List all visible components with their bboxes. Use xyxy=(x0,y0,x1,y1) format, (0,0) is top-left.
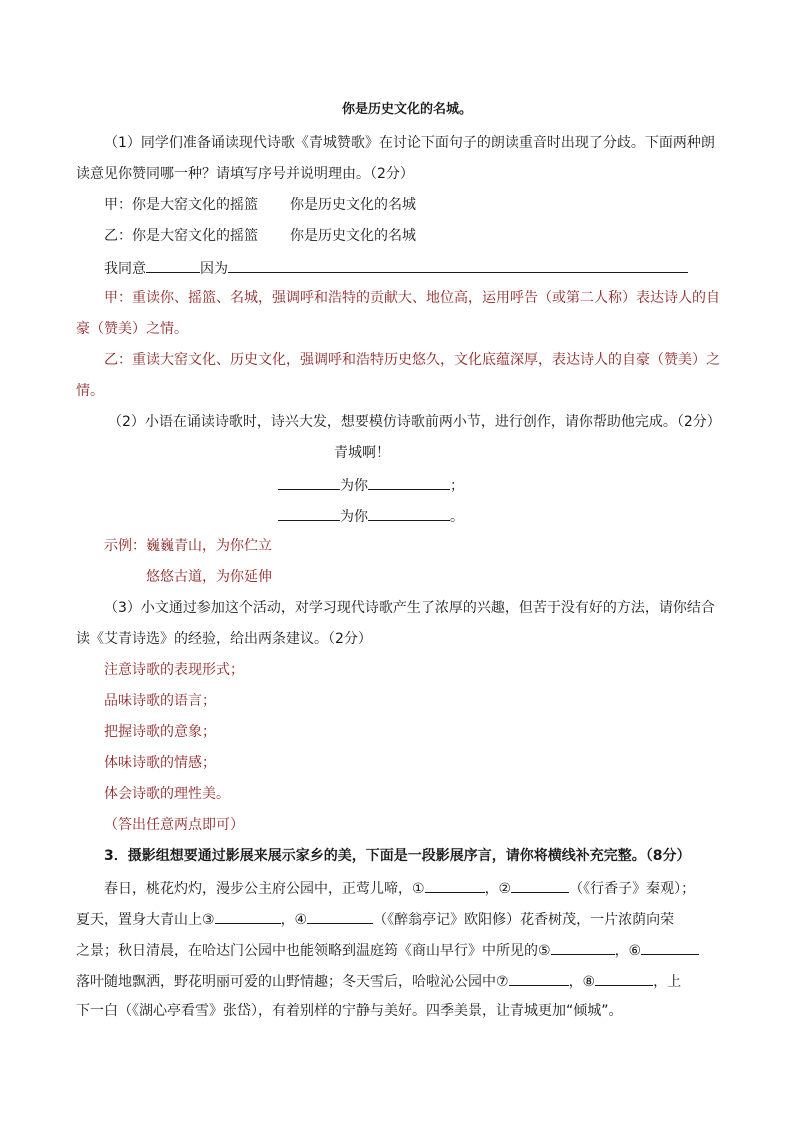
q4-blank-8[interactable] xyxy=(595,970,653,986)
q2-period: 。 xyxy=(450,509,464,525)
q1-answer-yi-line2: 情。 xyxy=(76,383,104,399)
q3-prompt-line2: 读《艾青诗选》的经验，给出两条建议。（2分） xyxy=(76,631,372,647)
q4-text-2c: （《醉翁亭记》欧阳修）花香树茂，一片浓荫向荣 xyxy=(373,912,675,928)
q1-prompt-line1: （1）同学们准备诵读现代诗歌《青城赞歌》在讨论下面句子的朗读重音时出现了分歧。下面两种朗 xyxy=(104,135,715,151)
q2-blank-2b[interactable] xyxy=(368,505,450,521)
q2-semicolon: ； xyxy=(450,478,464,494)
q3-prompt-line1: （3）小文通过参加这个活动，对学习现代诗歌产生了浓厚的兴趣，但苦于没有好的方法，请你结合 xyxy=(104,600,715,616)
q1-option-yi xyxy=(104,226,416,246)
page-header: 你是历史文化的名城。 xyxy=(342,102,473,117)
q4-blank-4[interactable] xyxy=(307,908,373,924)
q4-text-2b: ，④ xyxy=(280,912,308,928)
q2-example-line1: 示例：巍巍青山，为你伫立 xyxy=(104,538,272,554)
q4-para-line1 xyxy=(104,877,695,899)
q4-para-line3 xyxy=(76,939,699,961)
q2-poem-line1 xyxy=(278,474,464,496)
q4-text-2a: 夏天，置身大青山上③ xyxy=(76,912,215,928)
q1-answer-line xyxy=(104,257,688,279)
q1-answer-jia-line1: 甲：重读你、摇篮、名城，强调呼和浩特的贡献大、地位高，运用呼告（或第二人称）表达诗人的自 xyxy=(104,290,720,306)
q4-title xyxy=(104,846,690,866)
q1-option-yi-part1: 乙：你是大窑文化的摇篮 xyxy=(104,228,258,244)
q1-answer-jia-line2: 豪（赞美）之情。 xyxy=(76,321,188,337)
q3-answer-5: 体会诗歌的理性美。 xyxy=(104,786,230,802)
q2-blank-2a[interactable] xyxy=(278,505,340,521)
q4-text-3b: ，⑥ xyxy=(614,943,642,959)
q3-answer-2: 品味诗歌的语言； xyxy=(104,693,216,709)
q2-poem-line2 xyxy=(278,505,464,527)
q1-answer-yi-line1: 乙：重读大窑文化、历史文化，强调呼和浩特历史悠久，文化底蕴深厚，表达诗人的自豪（赞美）之 xyxy=(104,352,720,368)
q4-text-3a: 之景；秋日清晨，在哈达门公园中也能领略到温庭筠《商山早行》中所见的⑤ xyxy=(76,943,551,959)
q4-blank-1[interactable] xyxy=(425,877,485,893)
q1-prompt-line2: 读意见你赞同哪一种？请填写序号并说明理由。（2分） xyxy=(76,166,414,182)
q3-answer-1: 注意诗歌的表现形式； xyxy=(104,662,244,678)
q2-for-you-2: 为你 xyxy=(340,509,368,525)
q4-title-text: 3．摄影组想要通过影展来展示家乡的美，下面是一段影展序言，请你将横线补充完整。（8分） xyxy=(104,848,691,864)
q4-blank-6[interactable] xyxy=(641,939,699,955)
q2-prompt: （2）小语在诵读诗歌时，诗兴大发，想要模仿诗歌前两小节，进行创作，请你帮助他完成。（2分） xyxy=(108,414,721,430)
q1-option-jia xyxy=(104,195,416,215)
q1-choice-blank[interactable] xyxy=(146,257,200,273)
q4-blank-7[interactable] xyxy=(509,970,569,986)
q4-text-1b: ，② xyxy=(484,881,512,897)
q1-because-label: 因为 xyxy=(200,261,228,277)
q4-text-1c: （《行香子》秦观）； xyxy=(569,881,696,897)
q1-reason-blank[interactable] xyxy=(228,257,688,273)
q4-text-4a: 落叶随地飘洒，野花明丽可爱的山野情趣；冬天雪后，哈啦沁公园中⑦ xyxy=(76,974,509,990)
q4-text-4b: ，⑧ xyxy=(568,974,596,990)
q4-para-line2 xyxy=(76,908,674,930)
q4-blank-5[interactable] xyxy=(551,939,615,955)
q2-poem-title: 青城啊！ xyxy=(334,445,390,461)
q1-option-jia-part1: 甲：你是大窑文化的摇篮 xyxy=(104,197,258,213)
q4-para-line4 xyxy=(76,970,681,992)
q4-para-line5: 下一白（《湖心亭看雪》张岱），有着别样的宁静与美好。四季美景，让青城更加“倾城”。 xyxy=(76,1003,623,1019)
q4-blank-2[interactable] xyxy=(511,877,569,893)
q2-blank-1b[interactable] xyxy=(368,474,450,490)
q2-blank-1a[interactable] xyxy=(278,474,340,490)
q4-text-4c: ，上 xyxy=(653,974,682,990)
q3-answer-3: 把握诗歌的意象； xyxy=(104,724,216,740)
q4-text-1a: 春日，桃花灼灼，漫步公主府公园中，正莺儿啼，① xyxy=(104,881,425,897)
q3-answer-4: 体味诗歌的情感； xyxy=(104,755,216,771)
q2-example-line2: 悠悠古道，为你延伸 xyxy=(146,569,272,585)
q1-option-yi-part2: 你是历史文化的名城 xyxy=(290,228,416,244)
q1-agree-label: 我同意 xyxy=(104,261,146,277)
q4-blank-3[interactable] xyxy=(215,908,281,924)
q1-option-jia-part2: 你是历史文化的名城 xyxy=(290,197,416,213)
q2-for-you-1: 为你 xyxy=(340,478,368,494)
q3-note: （答出任意两点即可） xyxy=(104,817,244,833)
